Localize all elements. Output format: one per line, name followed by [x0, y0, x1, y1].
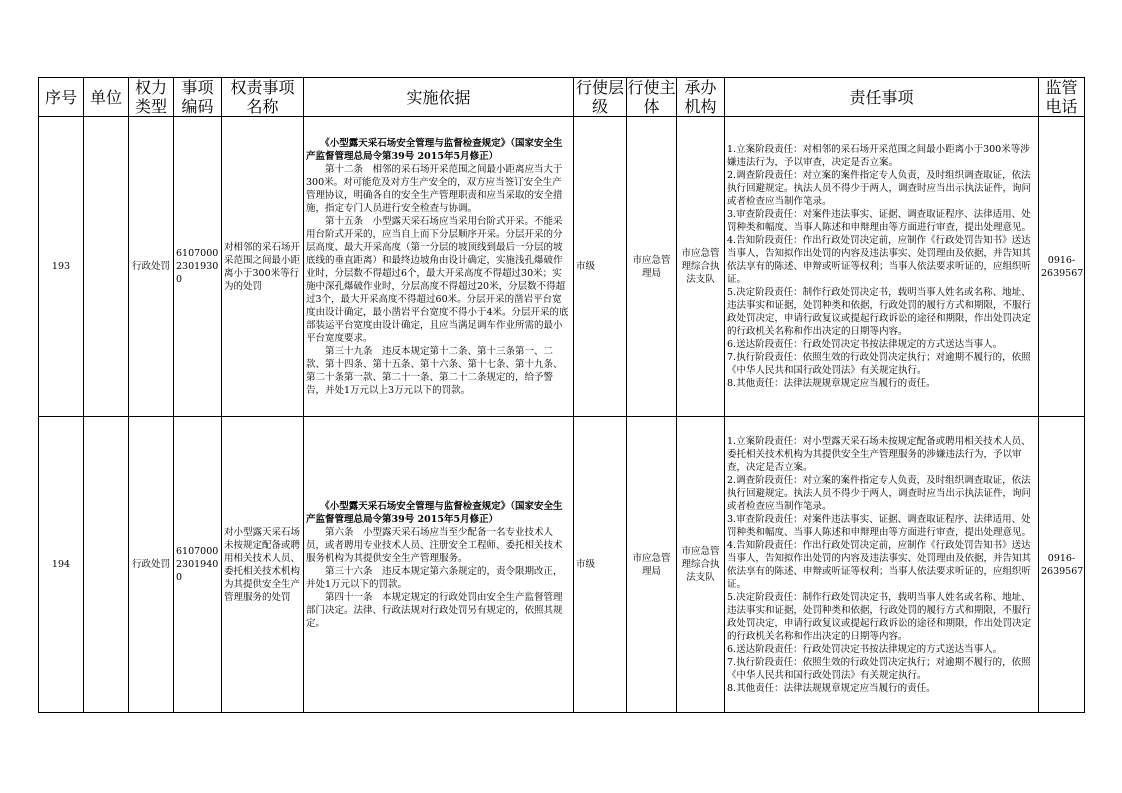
power-list-table [38, 77, 1085, 713]
paragraph: 《小型露天采石场安全管理与监督检查规定》（国家安全生产监督管理总局令第39号 2015年5月修正） [306, 137, 563, 162]
cell-level: 市级 [574, 417, 627, 713]
header-row [39, 78, 1085, 117]
cell-phone: 0916-2639567 [1039, 117, 1085, 417]
paragraph: 4.告知阶段责任：作出行政处罚决定前，应制作《行政处罚告知书》送达当事人，告知拟作出处罚的内容及违法事实、处罚理由及依据，并告知其依法享有的陈述、申辩或听证等权利；当事人依法要求听证的，应组织听证。 [727, 539, 1032, 590]
header-phone: 监管电话 [1039, 78, 1085, 117]
paragraph: 3.审查阶段责任：对案件违法事实、证据、调查取证程序、法律适用、处罚种类和幅度、当事人陈述和申辩理由等方面进行审查，提出处理意见。 [727, 513, 1032, 538]
cell-unit [84, 417, 129, 713]
cell-power-type: 行政处罚 [129, 117, 174, 417]
cell-phone: 0916-2639567 [1039, 417, 1085, 713]
header-handler: 承办机构 [677, 78, 725, 117]
paragraph: 5.决定阶段责任：制作行政处罚决定书，载明当事人姓名或名称、地址、违法事实和证据，处罚种类和依据，行政处罚的履行方式和期限，不服行政处罚决定，申请行政复议或提起行政诉讼的途径和期限，作出处罚决定的行政机关名称和作出决定的日期等内容。 [727, 287, 1032, 337]
paragraph: 7.执行阶段责任：依照生效的行政处罚决定执行；对逾期不履行的，依照《中华人民共和国行政处罚法》有关规定执行。 [727, 352, 1031, 376]
paragraph: 第三十九条 违反本规定第十二条、第十三条第一、二款、第十四条、第十五条、第十六条、第十七条、第十九条、第二十条第一款、第二十一条、第二十二条规定的，给予警告，并处1万元以上3万元以下的罚款。 [306, 345, 563, 396]
paragraph: 第六条 小型露天采石场应当至少配备一名专业技术人员，或者聘用专业技术人员、注册安全工程师、委托相关技术服务机构为其提供安全生产管理服务。 [306, 526, 563, 564]
header-subject: 行使主体 [627, 78, 676, 116]
paragraph: 8.其他责任：法律法规规章规定应当履行的责任。 [727, 378, 936, 389]
cell-duties [725, 117, 1039, 417]
header-level: 行使层级 [574, 78, 627, 117]
header-seq: 序号 [39, 78, 84, 117]
cell-item-code: 610700023019300 [174, 117, 222, 417]
cell-handler: 市应急管理综合执法支队 [677, 417, 725, 713]
paragraph: 6.送达阶段责任：行政处罚决定书按法律规定的方式送达当事人。 [727, 339, 1003, 350]
paragraph: 5.决定阶段责任：制作行政处罚决定书，载明当事人姓名或名称、地址、违法事实和证据，处罚种类和依据，行政处罚的履行方式和期限，不服行政处罚决定，申请行政复议或提起行政诉讼的途径和期限，作出处罚决定的行政机关名称和作出决定的日期等内容。 [727, 591, 1032, 642]
paragraph: 2.调查阶段责任：对立案的案件指定专人负责，及时组织调查取证，依法执行回避规定。执法人员不得少于两人，调查时应当出示执法证件，询问或者检查应当制作笔录。 [727, 474, 1032, 512]
cell-seq: 194 [39, 417, 84, 713]
paragraph: 1.立案阶段责任：对相邻的采石场开采范围之间最小距离小于300米等涉嫌违法行为，予以审查，决定是否立案。 [727, 144, 1030, 168]
header-unit: 单位 [84, 78, 129, 117]
header-duties: 责任事项 [725, 78, 1039, 117]
paragraph: 1.立案阶段责任：对小型露天采石场未按规定配备或聘用相关技术人员、委托相关技术机构为其提供安全生产管理服务的涉嫌违法行为，予以审查，决定是否立案。 [727, 435, 1031, 473]
paragraph: 第十二条 相邻的采石场开采范围之间最小距离应当大于300米。对可能危及对方生产安全的，双方应当签订安全生产管理协议，明确各自的安全生产管理职责和应当采取的安全措施，指定专门人员进行安全检查与协调。 [306, 163, 563, 214]
paragraph: 2.调查阶段责任：对立案的案件指定专人负责，及时组织调查取证，依法执行回避规定。执法人员不得少于两人，调查时应当出示执法证件，询问或者检查应当制作笔录。 [727, 170, 1032, 207]
cell-seq: 193 [39, 117, 84, 417]
cell-level: 市级 [574, 117, 627, 417]
table-row [39, 117, 1085, 417]
cell-item-name: 对小型露天采石场未按规定配备或聘用相关技术人员、委托相关技术机构为其提供安全生产管理服务的处罚 [222, 417, 304, 713]
cell-handler: 市应急管理综合执法支队 [677, 117, 725, 417]
paragraph: 3.审查阶段责任：对案件违法事实、证据、调查取证程序、法律适用、处罚种类和幅度、当事人陈述和申辩理由等方面进行审查，提出处理意见。 [727, 209, 1032, 233]
header-power-type: 权力类型 [129, 78, 174, 117]
cell-duties [725, 417, 1039, 713]
table-row [39, 417, 1085, 713]
paragraph: 第十五条 小型露天采石场应当采用台阶式开采。不能采用台阶式开采的，应当自上而下分层顺序开采。分层开采的分层高度、最大开采高度（第一分层的坡顶线到最后一分层的坡底线的垂直距离）和最终边坡角由设计确定，实施浅孔爆破作业时，分层数不得超过6个，最大开采高度不得超过30米；实施中深孔爆破作业时，分层高度不得超过20米，分层数不得超过3个，最大开采高度不得超过60米。分层开采的凿岩平台宽度由设计确定，最小凿岩平台宽度不得小于4米。分层开采的底部装运平台宽度由设计确定，且应当满足调车作业所需的最小平台宽度要求。 [306, 215, 569, 344]
cell-subject: 市应急管理局 [627, 417, 677, 713]
header-item-code: 事项编码 [174, 78, 222, 117]
paragraph: 6.送达阶段责任：行政处罚决定书按法律规定的方式送达当事人。 [727, 643, 1003, 655]
paragraph: 4.告知阶段责任：作出行政处罚决定前，应制作《行政处罚告知书》送达当事人，告知拟作出处罚的内容及违法事实、处罚理由及依据，并告知其依法享有的陈述、申辩或听证等权利；当事人依法要求听证的，应组织听证。 [727, 235, 1032, 285]
cell-subject: 市应急管理局 [627, 117, 677, 417]
cell-basis [304, 117, 574, 417]
cell-basis [304, 417, 574, 713]
paragraph: 《小型露天采石场安全管理与监督检查规定》（国家安全生产监督管理总局令第39号 2015年5月修正） [306, 500, 563, 525]
cell-power-type: 行政处罚 [129, 417, 174, 713]
paragraph: 7.执行阶段责任：依照生效的行政处罚决定执行；对逾期不履行的，依照《中华人民共和国行政处罚法》有关规定执行。 [727, 656, 1031, 681]
paragraph: 8.其他责任：法律法规规章规定应当履行的责任。 [727, 682, 936, 694]
paragraph: 第四十一条 本规定规定的行政处罚由安全生产监督管理部门决定。法律、行政法规对行政处罚另有规定的，依照其规定。 [306, 591, 563, 629]
cell-item-name: 对相邻的采石场开采范围之间最小距离小于300米等行为的处罚 [222, 117, 304, 417]
paragraph: 第三十六条 违反本规定第六条规定的，责令限期改正，并处1万元以下的罚款。 [306, 565, 563, 590]
cell-unit [84, 117, 129, 417]
header-item-name: 权责事项名称 [222, 78, 304, 117]
header-basis: 实施依据 [304, 78, 574, 117]
cell-item-code: 610700023019400 [174, 417, 222, 713]
